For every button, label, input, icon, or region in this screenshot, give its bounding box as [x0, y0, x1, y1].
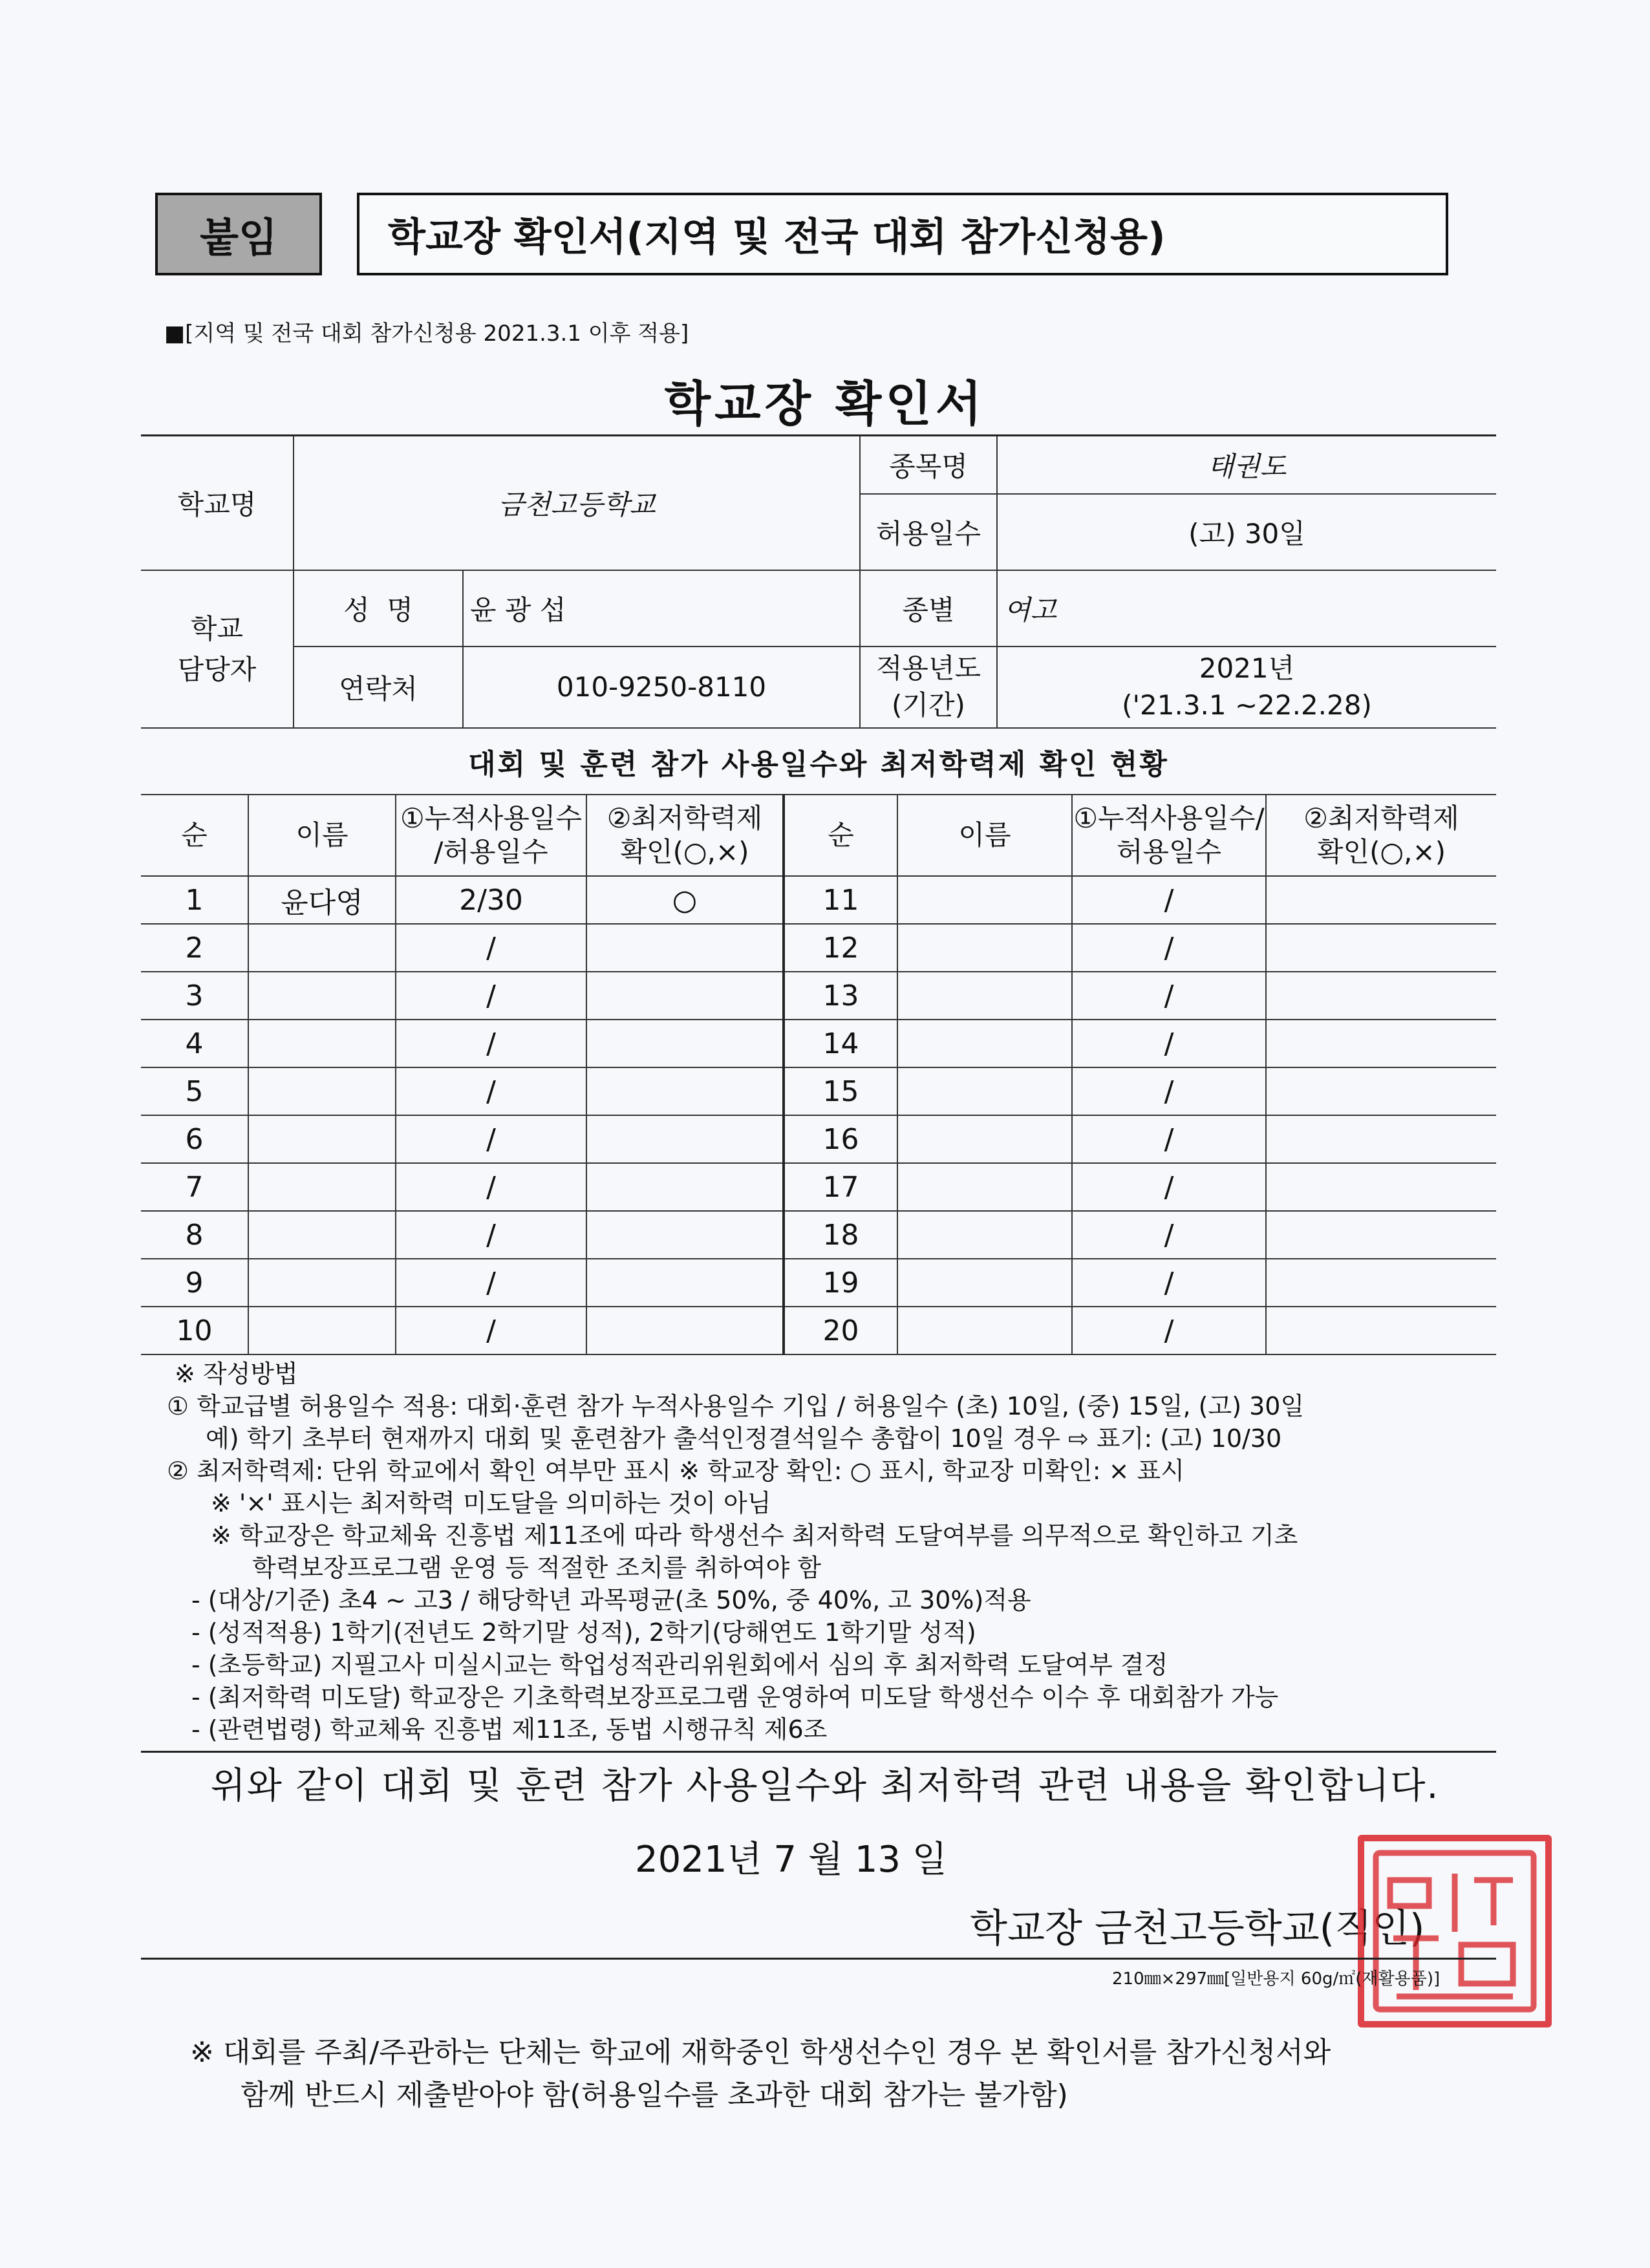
row-number: 12	[784, 924, 897, 972]
row-number: 15	[784, 1067, 897, 1115]
days-used: /	[1072, 1163, 1266, 1211]
table-row	[141, 924, 1496, 972]
row-number: 3	[141, 972, 248, 1020]
days-used: /	[1072, 972, 1266, 1020]
days-used: /	[1072, 1115, 1266, 1163]
row-number: 9	[141, 1259, 248, 1307]
days-used: /	[396, 1307, 586, 1354]
academic-check	[1266, 1020, 1496, 1067]
academic-check	[1266, 1259, 1496, 1307]
instruction-line: ※ '×' 표시는 최저학력 미도달을 의미하는 것이 아님	[211, 1489, 771, 1517]
name-label: 성 명	[294, 570, 463, 647]
year-cell	[997, 647, 1496, 728]
table-row	[141, 876, 1496, 924]
contact-label: 연락처	[294, 647, 463, 728]
table-row	[141, 972, 1496, 1020]
academic-check	[1266, 1211, 1496, 1259]
row-number: 6	[141, 1115, 248, 1163]
days-used: /	[1072, 1020, 1266, 1067]
academic-check	[586, 1115, 784, 1163]
table-row	[141, 1067, 1496, 1115]
table-row	[141, 1115, 1496, 1163]
academic-check	[1266, 1163, 1496, 1211]
academic-check	[1266, 1067, 1496, 1115]
student-name	[897, 1163, 1072, 1211]
days-used: 2/30	[396, 876, 586, 924]
days-used: /	[1072, 1259, 1266, 1307]
instruction-line: - (성적적용) 1학기(전년도 2학기말 성적), 2학기(당해연도 1학기말 성적)	[191, 1618, 976, 1647]
instruction-line: 학력보장프로그램 운영 등 적절한 조치를 취하여야 함	[252, 1554, 822, 1582]
academic-check	[586, 1067, 784, 1115]
academic-check	[586, 1020, 784, 1067]
sport-value: 태권도	[997, 436, 1496, 494]
row-number: 10	[141, 1307, 248, 1354]
row-number: 7	[141, 1163, 248, 1211]
student-name	[248, 972, 396, 1020]
attachment-label: 붙임	[155, 193, 322, 275]
instruction-line: - (초등학교) 지필고사 미실시교는 학업성적관리위원회에서 심의 후 최저학력 도달여부 결정	[191, 1651, 1168, 1679]
header-days: ①누적사용일수/ 허용일수	[1072, 795, 1266, 876]
instruction-line: - (최저학력 미도달) 학교장은 기초학력보장프로그램 운영하여 미도달 학생선수 이수 후 대회참가 가능	[191, 1683, 1279, 1711]
header-no: 순	[784, 795, 897, 876]
instruction-line: ※ 학교장은 학교체육 진흥법 제11조에 따라 학생선수 최저학력 도달여부를 의무적으로 확인하고 기초	[211, 1521, 1298, 1550]
allowed-days-label: 허용일수	[860, 494, 997, 570]
student-name	[248, 924, 396, 972]
school-label: 학교명	[141, 436, 294, 570]
row-number: 20	[784, 1307, 897, 1354]
year-label: 적용년도 (기간)	[860, 647, 997, 728]
info-table	[141, 434, 1496, 729]
days-used: /	[1072, 1307, 1266, 1354]
row-number: 5	[141, 1067, 248, 1115]
student-name	[248, 1020, 396, 1067]
student-name	[248, 1307, 396, 1354]
days-used: /	[396, 1020, 586, 1067]
final-note: ※ 대회를 주최/주관하는 단체는 학교에 재학중인 학생선수인 경우 본 확인서를 참가신청서와	[190, 2036, 1331, 2069]
row-number: 17	[784, 1163, 897, 1211]
header-name: 이름	[897, 795, 1072, 876]
official-seal-stamp	[1358, 1835, 1552, 2027]
academic-check	[586, 1259, 784, 1307]
row-number: 18	[784, 1211, 897, 1259]
table-row	[141, 1020, 1496, 1067]
usage-table	[141, 794, 1496, 1355]
school-name: 금천고등학교	[294, 436, 860, 570]
days-used: /	[396, 1259, 586, 1307]
academic-check	[1266, 924, 1496, 972]
academic-check	[1266, 972, 1496, 1020]
seal-pattern-icon	[1364, 1841, 1545, 2021]
divider	[141, 1751, 1496, 1753]
confirmation-text: 위와 같이 대회 및 훈련 참가 사용일수와 최저학력 관련 내용을 확인합니다.	[210, 1765, 1440, 1807]
days-used: /	[396, 1163, 586, 1211]
final-note: 함께 반드시 제출받아야 함(허용일수를 초과한 대회 참가는 불가함)	[241, 2079, 1068, 2112]
allowed-days-value: (고) 30일	[997, 494, 1496, 570]
paper-spec: 210㎜×297㎜[일반용지 60g/㎡(재활용품)]	[1112, 1969, 1441, 1989]
academic-check	[586, 1163, 784, 1211]
days-used: /	[1072, 924, 1266, 972]
gender-label: 종별	[860, 570, 997, 647]
applicability-note: ■[지역 및 전국 대회 참가신청용 2021.3.1 이후 적용]	[164, 321, 689, 347]
instruction-line: - (대상/기준) 초4 ~ 고3 / 해당학년 과목평균(초 50%, 중 40%, 고 30%)적용	[191, 1586, 1031, 1614]
days-used: /	[396, 972, 586, 1020]
period-value: ('21.3.1 ~22.2.28)	[1122, 689, 1372, 721]
divider	[141, 1958, 1496, 1960]
student-name	[897, 1211, 1072, 1259]
principal-signature: 학교장 금천고등학교(직인)	[970, 1906, 1425, 1951]
name-value: 윤 광 섭	[463, 570, 860, 647]
header-no: 순	[141, 795, 248, 876]
row-number: 13	[784, 972, 897, 1020]
row-number: 16	[784, 1115, 897, 1163]
row-number: 4	[141, 1020, 248, 1067]
instruction-line: 예) 학기 초부터 현재까지 대회 및 훈련참가 출석인정결석일수 총합이 10일 경우 ⇨ 표기: (고) 10/30	[206, 1424, 1282, 1453]
row-number: 1	[141, 876, 248, 924]
student-name	[248, 1163, 396, 1211]
academic-check	[586, 924, 784, 972]
table-row	[141, 1307, 1496, 1354]
section-title: 대회 및 훈련 참가 사용일수와 최저학력제 확인 현황	[468, 748, 1169, 781]
instruction-line: ② 최저학력제: 단위 학교에서 확인 여부만 표시 ※ 학교장 확인: ○ 표시, 학교장 미확인: × 표시	[167, 1457, 1184, 1485]
academic-check	[1266, 1307, 1496, 1354]
student-name	[897, 972, 1072, 1020]
row-number: 11	[784, 876, 897, 924]
manager-label: 학교 담당자	[141, 570, 294, 728]
student-name	[897, 1115, 1072, 1163]
days-used: /	[396, 924, 586, 972]
instructions-heading: ※ 작성방법	[175, 1360, 298, 1388]
contact-value: 010-9250-8110	[463, 647, 860, 728]
table-row	[141, 1211, 1496, 1259]
issue-date: 2021년 7 월 13 일	[635, 1839, 947, 1881]
student-name	[248, 1211, 396, 1259]
days-used: /	[1072, 876, 1266, 924]
instruction-line: ① 학교급별 허용일수 적용: 대회·훈련 참가 누적사용일수 기입 / 허용일수 (초) 10일, (중) 15일, (고) 30일	[167, 1392, 1305, 1420]
academic-check	[586, 1211, 784, 1259]
days-used: /	[1072, 1211, 1266, 1259]
days-used: /	[396, 1211, 586, 1259]
student-name	[897, 1259, 1072, 1307]
table-row	[141, 1259, 1496, 1307]
student-name	[248, 1067, 396, 1115]
academic-check	[586, 972, 784, 1020]
header-name: 이름	[248, 795, 396, 876]
student-name	[897, 1307, 1072, 1354]
table-row	[141, 1163, 1496, 1211]
days-used: /	[396, 1115, 586, 1163]
academic-check	[1266, 1115, 1496, 1163]
academic-check	[1266, 876, 1496, 924]
student-name	[897, 1067, 1072, 1115]
student-name	[897, 924, 1072, 972]
form-title: 학교장 확인서(지역 및 전국 대회 참가신청용)	[357, 193, 1448, 275]
year-value: 2021년	[1199, 652, 1295, 684]
student-name	[897, 1020, 1072, 1067]
days-used: /	[396, 1067, 586, 1115]
header-check: ②최저학력제 확인(○,×)	[586, 795, 784, 876]
academic-check	[586, 1307, 784, 1354]
gender-value: 여고	[997, 570, 1496, 647]
header-check: ②최저학력제 확인(○,×)	[1266, 795, 1496, 876]
academic-check: ○	[586, 876, 784, 924]
student-name: 윤다영	[248, 876, 396, 924]
student-name	[897, 876, 1072, 924]
row-number: 14	[784, 1020, 897, 1067]
page-title: 학교장 확인서	[664, 376, 986, 432]
instruction-line: - (관련법령) 학교체육 진흥법 제11조, 동법 시행규칙 제6조	[191, 1715, 828, 1744]
row-number: 19	[784, 1259, 897, 1307]
student-name	[248, 1115, 396, 1163]
row-number: 8	[141, 1211, 248, 1259]
row-number: 2	[141, 924, 248, 972]
student-name	[248, 1259, 396, 1307]
header-days: ①누적사용일수 /허용일수	[396, 795, 586, 876]
days-used: /	[1072, 1067, 1266, 1115]
sport-label: 종목명	[860, 436, 997, 494]
